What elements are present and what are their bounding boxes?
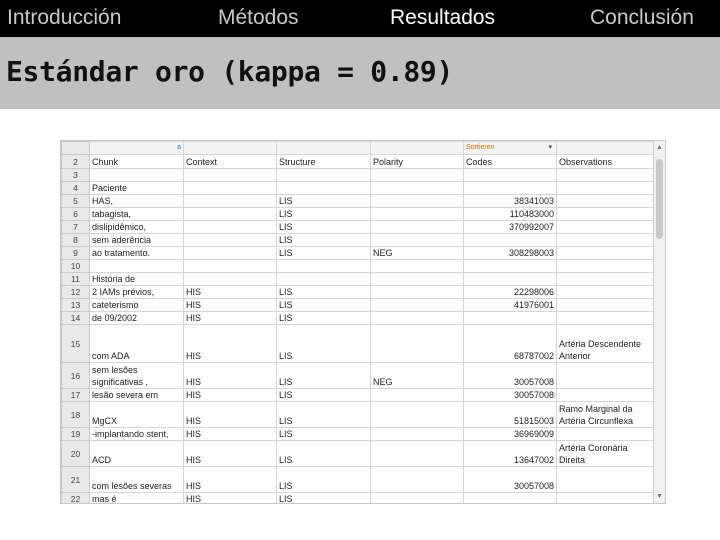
cell-polarity[interactable] <box>371 493 464 505</box>
row-number: 17 <box>62 389 90 402</box>
cell-polarity[interactable] <box>371 169 464 182</box>
table-row <box>62 286 656 299</box>
row-number: 3 <box>62 169 90 182</box>
cell-observations[interactable] <box>557 169 656 182</box>
cell-structure[interactable]: LIS <box>277 428 371 441</box>
table-row <box>62 428 656 441</box>
cell-codes[interactable]: 30057008 <box>464 363 557 389</box>
row-number: 6 <box>62 208 90 221</box>
cell-chunk[interactable]: 2 IAMs prévios, <box>90 286 184 299</box>
cell-structure[interactable]: LIS <box>277 363 371 389</box>
table-row <box>62 312 656 325</box>
cell-codes[interactable]: 13647002 <box>464 441 557 467</box>
row-number: 16 <box>62 363 90 389</box>
cell-context[interactable]: HIS <box>184 299 277 312</box>
cell-context[interactable] <box>184 260 277 273</box>
cell-structure[interactable]: LIS <box>277 247 371 260</box>
chevron-down-icon[interactable]: ▾ <box>548 144 552 151</box>
sort-dropdown[interactable] <box>464 142 557 155</box>
cell-context[interactable] <box>184 169 277 182</box>
row-number: 22 <box>62 493 90 505</box>
cell-polarity[interactable] <box>371 325 464 363</box>
column-a-marker: a <box>177 144 181 151</box>
cell-observations[interactable] <box>557 260 656 273</box>
cell-observations[interactable] <box>557 299 656 312</box>
filter-cell <box>371 142 464 155</box>
cell-structure[interactable] <box>277 169 371 182</box>
vertical-scrollbar[interactable] <box>653 141 665 503</box>
cell-structure[interactable]: LIS <box>277 312 371 325</box>
cell-polarity[interactable] <box>371 195 464 208</box>
cell-structure[interactable]: LIS <box>277 286 371 299</box>
cell-context[interactable]: HIS <box>184 312 277 325</box>
cell-codes[interactable] <box>464 273 557 286</box>
row-number: 2 <box>62 155 90 169</box>
cell-chunk[interactable]: ao tratamento. <box>90 247 184 260</box>
cell-polarity[interactable]: NEG <box>371 247 464 260</box>
cell-observations[interactable] <box>557 195 656 208</box>
row-number: 9 <box>62 247 90 260</box>
cell-structure[interactable] <box>277 260 371 273</box>
cell-polarity[interactable] <box>371 467 464 493</box>
cell-observations[interactable] <box>557 363 656 389</box>
cell-polarity[interactable] <box>371 286 464 299</box>
header-row <box>62 155 656 169</box>
cell-codes[interactable]: 38341003 <box>464 195 557 208</box>
cell-chunk[interactable]: Paciente <box>90 182 184 195</box>
table-row <box>62 221 656 234</box>
cell-polarity[interactable] <box>371 208 464 221</box>
cell-context[interactable]: HIS <box>184 325 277 363</box>
cell-chunk[interactable]: sem lesões significativas , <box>90 363 184 389</box>
cell-observations[interactable] <box>557 221 656 234</box>
cell-structure[interactable]: LIS <box>277 325 371 363</box>
cell-context[interactable] <box>184 182 277 195</box>
scrollbar-thumb[interactable] <box>656 159 663 239</box>
row-number: 20 <box>62 441 90 467</box>
table-row <box>62 467 656 493</box>
cell-observations[interactable]: Artéria Coronária Direita <box>557 441 656 467</box>
filter-cell <box>277 142 371 155</box>
table-row <box>62 260 656 273</box>
cell-chunk[interactable]: sem aderência <box>90 234 184 247</box>
nav-tab-metodos[interactable]: Métodos <box>218 6 299 29</box>
table-row <box>62 325 656 363</box>
title-bar <box>0 37 720 109</box>
cell-context[interactable] <box>184 195 277 208</box>
cell-codes[interactable]: 110483000 <box>464 208 557 221</box>
cell-structure[interactable]: LIS <box>277 493 371 505</box>
cell-structure[interactable]: LIS <box>277 389 371 402</box>
row-number: 10 <box>62 260 90 273</box>
cell-polarity[interactable] <box>371 402 464 428</box>
table-row <box>62 441 656 467</box>
row-number: 15 <box>62 325 90 363</box>
cell-polarity[interactable] <box>371 260 464 273</box>
cell-observations[interactable] <box>557 312 656 325</box>
cell-structure[interactable] <box>277 182 371 195</box>
cell-codes[interactable]: 30057008 <box>464 467 557 493</box>
cell-structure[interactable]: LIS <box>277 195 371 208</box>
filter-cell <box>184 142 277 155</box>
cell-structure[interactable] <box>277 273 371 286</box>
cell-polarity[interactable] <box>371 273 464 286</box>
cell-observations[interactable] <box>557 467 656 493</box>
column-header-structure[interactable]: Structure <box>277 155 371 169</box>
cell-structure[interactable]: LIS <box>277 221 371 234</box>
slide-title: Estándar oro (kappa = 0.89) <box>6 55 454 88</box>
cell-context[interactable]: HIS <box>184 467 277 493</box>
cell-codes[interactable] <box>464 312 557 325</box>
cell-context[interactable] <box>184 234 277 247</box>
cell-structure[interactable]: LIS <box>277 299 371 312</box>
column-header-chunk[interactable]: Chunk <box>90 155 184 169</box>
column-header-context[interactable]: Context <box>184 155 277 169</box>
cell-context[interactable]: HIS <box>184 286 277 299</box>
cell-observations[interactable] <box>557 389 656 402</box>
table-row <box>62 363 656 389</box>
nav-tab-conclusion[interactable]: Conclusión <box>590 6 694 29</box>
cell-chunk[interactable]: -implantando stent, <box>90 428 184 441</box>
filter-row <box>62 142 656 155</box>
cell-chunk[interactable]: lesão severa em <box>90 389 184 402</box>
cell-context[interactable]: HIS <box>184 363 277 389</box>
cell-observations[interactable] <box>557 234 656 247</box>
cell-codes[interactable]: 41976001 <box>464 299 557 312</box>
cell-context[interactable]: HIS <box>184 428 277 441</box>
scroll-up-icon[interactable]: ▲ <box>656 144 663 151</box>
cell-observations[interactable] <box>557 182 656 195</box>
cell-polarity[interactable] <box>371 182 464 195</box>
nav-tab-introduccion[interactable]: Introducción <box>7 6 122 29</box>
cell-context[interactable] <box>184 208 277 221</box>
cell-structure[interactable]: LIS <box>277 402 371 428</box>
cell-polarity[interactable] <box>371 389 464 402</box>
spreadsheet-screenshot <box>60 140 666 504</box>
cell-polarity[interactable] <box>371 221 464 234</box>
cell-observations[interactable] <box>557 247 656 260</box>
cell-codes[interactable]: 51815003 <box>464 402 557 428</box>
cell-chunk[interactable]: HAS, <box>90 195 184 208</box>
row-number: 21 <box>62 467 90 493</box>
cell-polarity[interactable] <box>371 299 464 312</box>
cell-chunk[interactable]: História de <box>90 273 184 286</box>
cell-chunk[interactable] <box>90 260 184 273</box>
cell-codes[interactable]: 68787002 <box>464 325 557 363</box>
column-header-codes[interactable]: Codes <box>464 155 557 169</box>
filter-cell <box>557 142 656 155</box>
cell-codes[interactable] <box>464 182 557 195</box>
table-row <box>62 182 656 195</box>
cell-chunk[interactable]: ACD <box>90 441 184 467</box>
cell-chunk[interactable]: de 09/2002 <box>90 312 184 325</box>
scroll-down-icon[interactable]: ▼ <box>656 493 663 500</box>
row-number: 18 <box>62 402 90 428</box>
sort-label: Sortieren <box>466 144 495 151</box>
cell-polarity[interactable] <box>371 441 464 467</box>
row-number: 8 <box>62 234 90 247</box>
cell-observations[interactable] <box>557 273 656 286</box>
table-row <box>62 208 656 221</box>
spreadsheet-grid <box>61 141 656 504</box>
row-number <box>62 142 90 155</box>
cell-polarity[interactable] <box>371 428 464 441</box>
row-number: 5 <box>62 195 90 208</box>
cell-chunk[interactable]: cateterismo <box>90 299 184 312</box>
column-header-polarity[interactable]: Polarity <box>371 155 464 169</box>
cell-observations[interactable]: Ramo Marginal da Artéria Circunflexa <box>557 402 656 428</box>
cell-chunk[interactable]: dislipidêmico, <box>90 221 184 234</box>
column-a-filter[interactable] <box>90 142 184 155</box>
cell-observations[interactable] <box>557 286 656 299</box>
cell-codes[interactable]: 22298006 <box>464 286 557 299</box>
top-nav-bar <box>0 0 720 37</box>
cell-chunk[interactable]: MgCX <box>90 402 184 428</box>
row-number: 12 <box>62 286 90 299</box>
row-number: 14 <box>62 312 90 325</box>
cell-structure[interactable]: LIS <box>277 441 371 467</box>
table-row <box>62 273 656 286</box>
table-row <box>62 234 656 247</box>
cell-chunk[interactable]: com ADA <box>90 325 184 363</box>
table-row <box>62 169 656 182</box>
table-row <box>62 402 656 428</box>
nav-tab-resultados[interactable]: Resultados <box>390 6 496 29</box>
cell-codes[interactable]: 308298003 <box>464 247 557 260</box>
cell-codes[interactable] <box>464 493 557 505</box>
cell-codes[interactable] <box>464 260 557 273</box>
cell-observations[interactable] <box>557 428 656 441</box>
cell-chunk[interactable]: mas é <box>90 493 184 505</box>
row-number: 7 <box>62 221 90 234</box>
cell-codes[interactable]: 36969009 <box>464 428 557 441</box>
table-row <box>62 389 656 402</box>
table-row <box>62 195 656 208</box>
cell-chunk[interactable] <box>90 169 184 182</box>
cell-observations[interactable]: Artéria Descendente Anterior <box>557 325 656 363</box>
cell-observations[interactable] <box>557 493 656 505</box>
row-number: 13 <box>62 299 90 312</box>
cell-polarity[interactable]: NEG <box>371 363 464 389</box>
cell-context[interactable] <box>184 247 277 260</box>
cell-polarity[interactable] <box>371 234 464 247</box>
cell-observations[interactable] <box>557 208 656 221</box>
cell-context[interactable]: HIS <box>184 441 277 467</box>
cell-codes[interactable] <box>464 234 557 247</box>
cell-chunk[interactable]: tabagista, <box>90 208 184 221</box>
cell-chunk[interactable]: com lesões severas <box>90 467 184 493</box>
row-number: 4 <box>62 182 90 195</box>
cell-context[interactable] <box>184 221 277 234</box>
cell-structure[interactable]: LIS <box>277 208 371 221</box>
cell-structure[interactable]: LIS <box>277 234 371 247</box>
cell-context[interactable] <box>184 273 277 286</box>
table-row <box>62 493 656 505</box>
cell-codes[interactable] <box>464 169 557 182</box>
cell-codes[interactable]: 30057008 <box>464 389 557 402</box>
table-row <box>62 299 656 312</box>
table-row <box>62 247 656 260</box>
cell-structure[interactable]: LIS <box>277 467 371 493</box>
cell-polarity[interactable] <box>371 312 464 325</box>
cell-context[interactable]: HIS <box>184 402 277 428</box>
row-number: 11 <box>62 273 90 286</box>
column-header-observations[interactable]: Observations <box>557 155 656 169</box>
cell-context[interactable]: HIS <box>184 389 277 402</box>
cell-context[interactable]: HIS <box>184 493 277 505</box>
row-number: 19 <box>62 428 90 441</box>
cell-codes[interactable]: 370992007 <box>464 221 557 234</box>
